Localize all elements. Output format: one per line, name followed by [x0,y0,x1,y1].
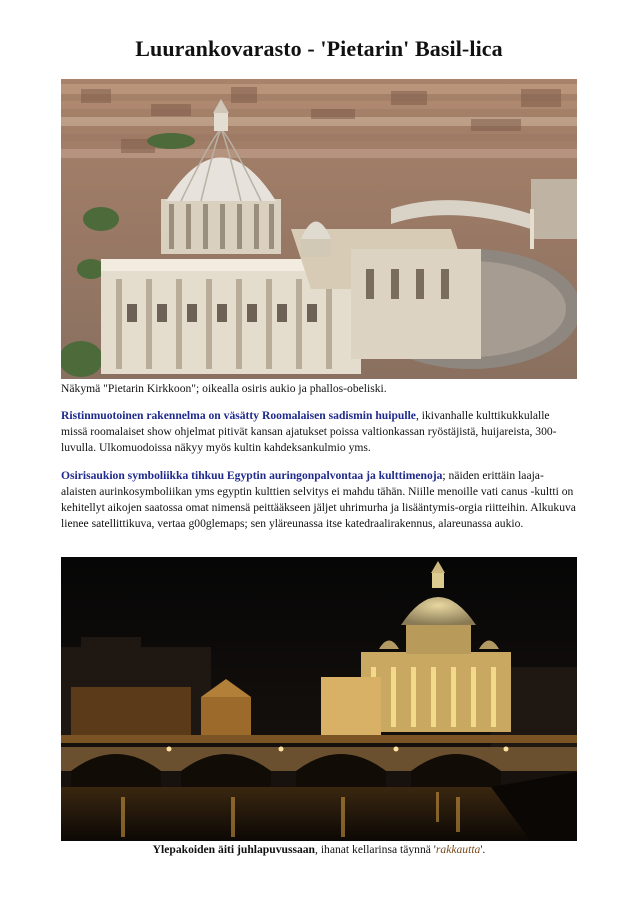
paragraph-1-body: , ikivanhalle kulttikukkulalle missä roomalaiset show ohjelmat pitivät kansan ajatukset poissa valtionkassan ryöstäjistä, huijareista, 300-luvulla. Ulkomuodoissa näkyy myös kultin kahdeksankulmio yms. [61,409,557,454]
paragraph-2-body: ; näiden erittäin laaja-alaisten aurinkosymboliikan yms egyptin kulttien selvitys ei mahdu tähän. Niille menoille vati canus -kultti on kehitellyt aikojen saatossa omat nimensä peittääkseen jäljet uhrimurha ja lisääntymis-orgia riitteihin. Alkukuva lienee satellittikuva, vertaa g00glemaps; sen yläreunassa itse katedraalirakennus, alareunassa aukio. [61,469,576,530]
page-title: Luurankovarasto - 'Pietarin' Basil-lica [135,36,503,61]
caption-2-middle: , ihanat kellarinsa täynnä ' [315,843,436,856]
caption-2-end: '. [480,843,486,856]
caption-2-bold: Ylepakoiden äiti juhlapuvussaan [152,843,316,856]
paragraph-1 [61,408,577,456]
paragraph-1-lead: Ristinmuotoinen rakennelma on väsätty Roomalaisen sadismin huipulle [61,409,416,422]
photo-caption-2 [0,843,638,856]
caption-2-italic: rakkautta [435,843,481,856]
basilica-night-photo [61,557,577,841]
paragraph-2 [61,468,577,532]
paragraph-2-lead: Osirisaukion symboliikka tihkuu Egyptin auringonpalvontaa ja kulttimenoja [61,469,443,482]
basilica-aerial-photo [61,79,577,379]
photo-caption-1: Näkymä "Pietarin Kirkkoon"; oikealla osiris aukio ja phallos-obeliski. [61,382,387,395]
